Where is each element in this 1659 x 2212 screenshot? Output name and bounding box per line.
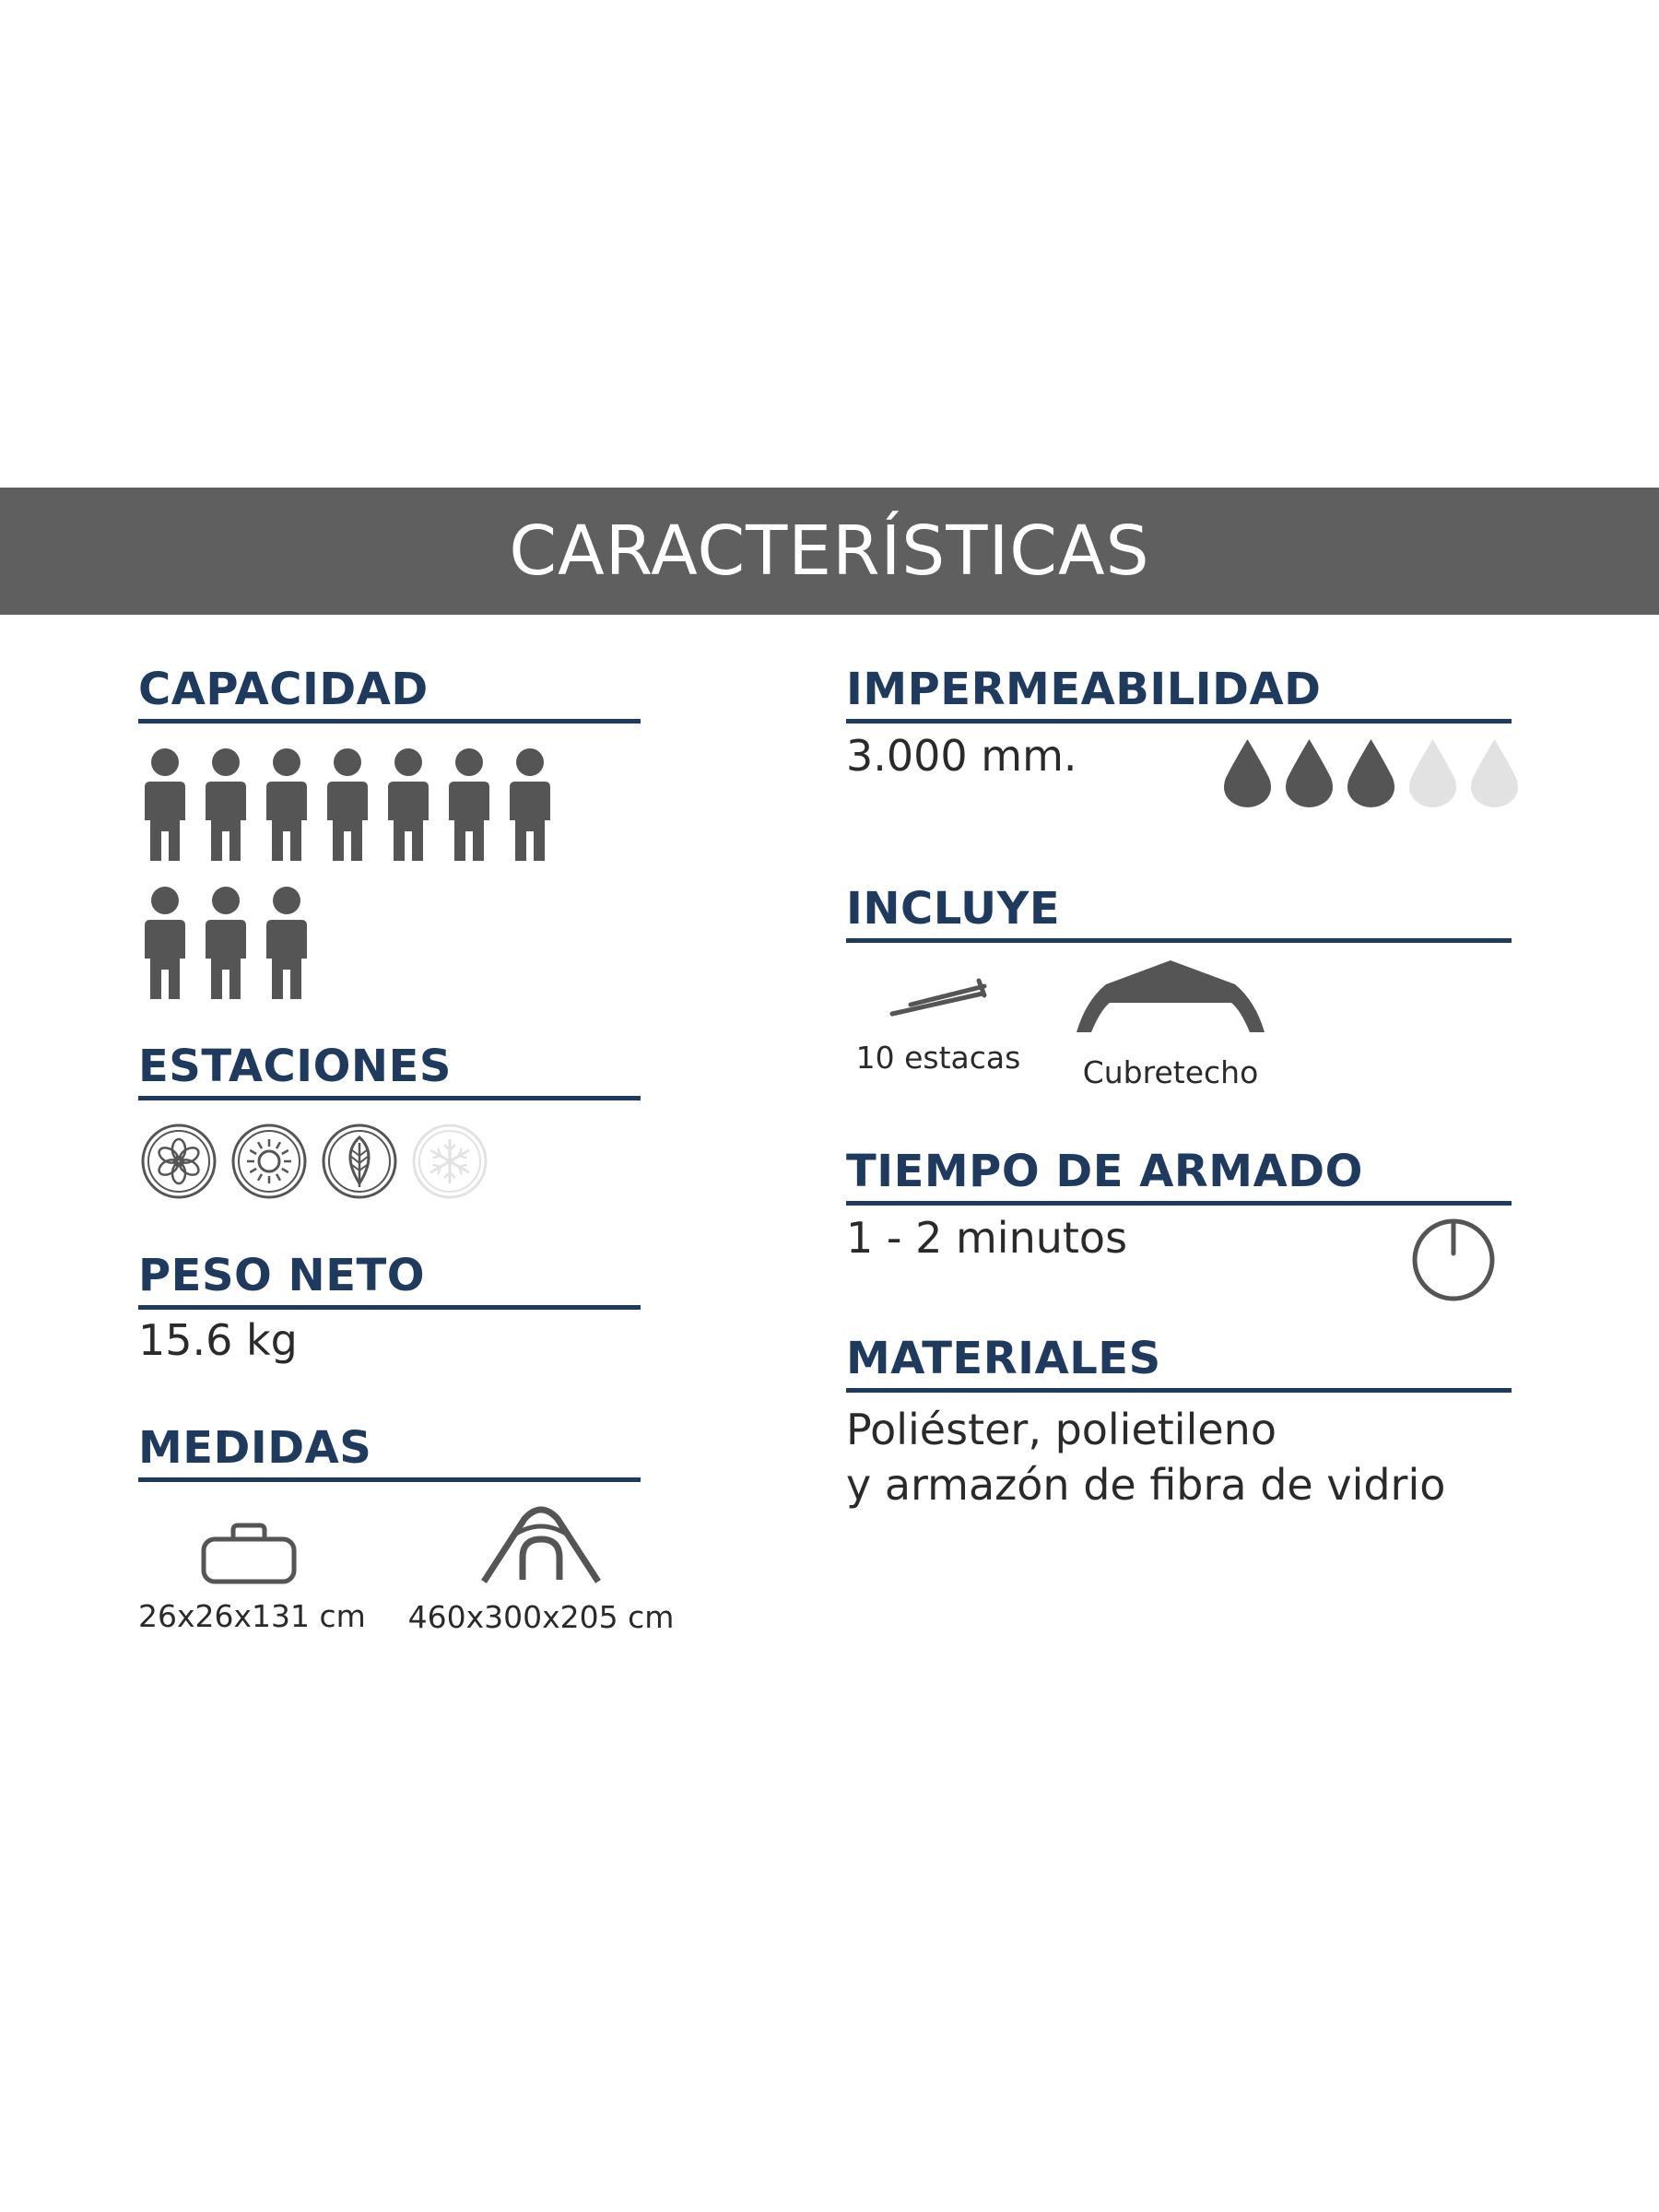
- page-title: CARACTERÍSTICAS: [509, 512, 1150, 591]
- section-estaciones: [138, 1041, 641, 1100]
- section-incluye: [846, 883, 1512, 943]
- section-title: ESTACIONES: [138, 1041, 452, 1092]
- incluye-item: [846, 968, 1030, 1076]
- section-title: INCLUYE: [846, 883, 1061, 935]
- person-icon: [204, 747, 248, 861]
- water-rating: [1221, 737, 1521, 807]
- medida-label: 460x300x205 cm: [407, 1599, 675, 1635]
- peso-value: 15.6 kg: [138, 1315, 298, 1365]
- impermeabilidad-value: 3.000 mm.: [846, 731, 1077, 781]
- spring-flower-icon: [140, 1123, 218, 1200]
- section-divider: [846, 719, 1512, 724]
- water-drop-icon: [1221, 737, 1274, 807]
- section-peso: [138, 1250, 641, 1365]
- person-icon: [204, 885, 248, 999]
- section-title: MATERIALES: [846, 1333, 1161, 1384]
- section-title: CAPACIDAD: [138, 664, 429, 715]
- water-drop-icon: [1283, 737, 1335, 807]
- season-icons: [140, 1123, 488, 1200]
- medida-label: 26x26x131 cm: [138, 1598, 366, 1634]
- section-medidas: [138, 1422, 641, 1482]
- water-drop-icon: [1345, 737, 1397, 807]
- capacity-icons: [143, 747, 552, 999]
- materiales-line-1: Poliéster, polietileno: [846, 1405, 1277, 1454]
- section-divider: [138, 1305, 641, 1310]
- section-divider: [138, 1096, 641, 1100]
- person-icon: [386, 747, 430, 861]
- stakes-icon: [883, 968, 994, 1023]
- water-drop-icon: [1406, 737, 1459, 807]
- section-capacidad: [138, 664, 641, 724]
- autumn-leaf-icon: [321, 1123, 398, 1200]
- section-divider: [846, 938, 1512, 943]
- bag-icon: [198, 1521, 300, 1587]
- section-divider: [138, 1477, 641, 1482]
- materiales-line-2: y armazón de fibra de vidrio: [846, 1460, 1446, 1510]
- medida-item: [398, 1500, 684, 1635]
- incluye-label: 10 estacas: [855, 1040, 1021, 1076]
- person-icon: [447, 747, 491, 861]
- section-title: TIEMPO DE ARMADO: [846, 1146, 1363, 1197]
- section-materiales: [846, 1333, 1512, 1512]
- section-title: IMPERMEABILIDAD: [846, 664, 1322, 715]
- incluye-item: [1069, 959, 1272, 1090]
- person-icon: [143, 885, 187, 999]
- person-icon: [265, 885, 309, 999]
- section-divider: [846, 1388, 1512, 1393]
- person-icon: [508, 747, 552, 861]
- section-divider: [846, 1201, 1512, 1206]
- medida-item: [138, 1521, 366, 1634]
- person-icon: [325, 747, 370, 861]
- timer-icon: [1410, 1217, 1497, 1303]
- section-divider: [138, 719, 641, 724]
- water-drop-icon: [1468, 737, 1521, 807]
- person-icon: [143, 747, 187, 861]
- section-title: PESO NETO: [138, 1250, 426, 1301]
- header-banner: [0, 488, 1659, 615]
- tiempo-value: 1 - 2 minutos: [846, 1213, 1128, 1263]
- tent-icon: [477, 1500, 606, 1588]
- winter-snowflake-icon: [411, 1123, 488, 1200]
- summer-sun-icon: [230, 1123, 308, 1200]
- rainfly-icon: [1069, 959, 1272, 1036]
- person-icon: [265, 747, 309, 861]
- section-title: MEDIDAS: [138, 1422, 372, 1474]
- incluye-label: Cubretecho: [1082, 1054, 1259, 1090]
